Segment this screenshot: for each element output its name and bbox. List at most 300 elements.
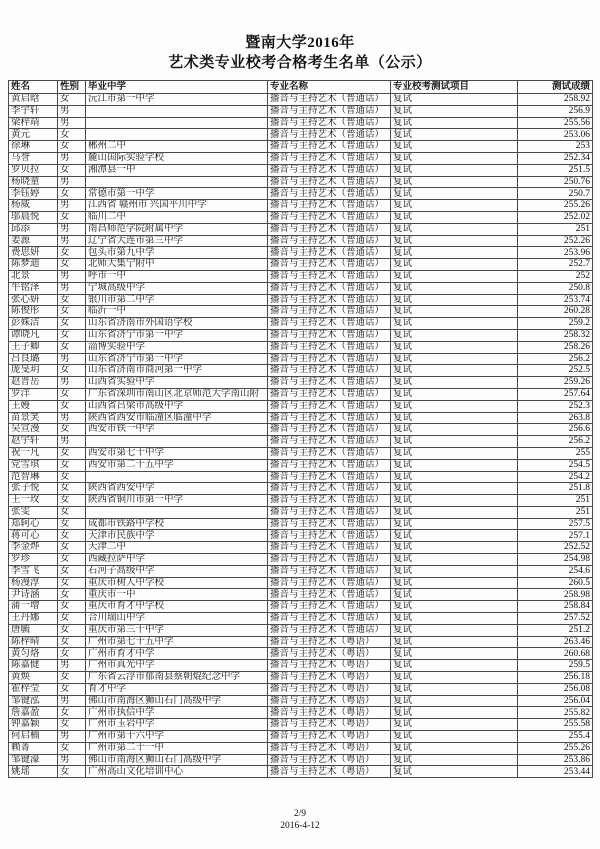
- table-row: [9, 164, 593, 176]
- cell-major: 播音与主持艺术（普通话）: [268, 188, 391, 200]
- cell-gender: 女: [58, 672, 86, 684]
- cell-gender: 男: [58, 353, 86, 365]
- cell-school: 天津市民族中学: [86, 530, 268, 542]
- cell-major: 播音与主持艺术（普通话）: [268, 518, 391, 530]
- cell-score: 254.2: [518, 471, 593, 483]
- results-table: [8, 80, 593, 778]
- cell-test-item: 复试: [391, 636, 518, 648]
- cell-gender: 女: [58, 601, 86, 613]
- cell-gender: 女: [58, 648, 86, 660]
- cell-school: 湘潭县一中: [86, 164, 268, 176]
- column-header-score: 测试成绩: [518, 81, 593, 94]
- cell-test-item: 复试: [391, 424, 518, 436]
- cell-name: 王嫚: [9, 400, 58, 412]
- cell-test-item: 复试: [391, 200, 518, 212]
- cell-name: 吕良璐: [9, 353, 58, 365]
- cell-school: 包头市第九中学: [86, 247, 268, 259]
- cell-school: 山西省实验中学: [86, 377, 268, 389]
- cell-major: 播音与主持艺术（普通话）: [268, 223, 391, 235]
- cell-score: 255.58: [518, 719, 593, 731]
- cell-major: 播音与主持艺术（粤语）: [268, 754, 391, 766]
- cell-test-item: 复试: [391, 436, 518, 448]
- cell-major: 播音与主持艺术（普通话）: [268, 459, 391, 471]
- table-row: [9, 436, 593, 448]
- cell-school: 山东省济宁市第一中学: [86, 329, 268, 341]
- cell-score: 252: [518, 270, 593, 282]
- cell-school: 临沂一中: [86, 306, 268, 318]
- cell-school: 山西省吕梁市高级中学: [86, 400, 268, 412]
- cell-school: [86, 506, 268, 518]
- table-row: [9, 483, 593, 495]
- cell-name: 黄焕: [9, 672, 58, 684]
- cell-school: 重庆市第三十中学: [86, 624, 268, 636]
- table-row: [9, 565, 593, 577]
- table-row: [9, 624, 593, 636]
- cell-name: 唐毓: [9, 624, 58, 636]
- table-row: [9, 400, 593, 412]
- cell-test-item: 复试: [391, 259, 518, 271]
- table-row: [9, 518, 593, 530]
- table-header-row: [9, 81, 593, 94]
- cell-name: 张心妍: [9, 294, 58, 306]
- table-row: [9, 282, 593, 294]
- cell-test-item: 复试: [391, 577, 518, 589]
- cell-score: 255.26: [518, 742, 593, 754]
- cell-score: 255.82: [518, 707, 593, 719]
- cell-gender: 女: [58, 719, 86, 731]
- table-row: [9, 377, 593, 389]
- cell-name: 谭晓凡: [9, 329, 58, 341]
- cell-score: 263.46: [518, 636, 593, 648]
- cell-school: 临川二中: [86, 211, 268, 223]
- cell-major: 播音与主持艺术（普通话）: [268, 164, 391, 176]
- cell-major: 播音与主持艺术（普通话）: [268, 259, 391, 271]
- cell-test-item: 复试: [391, 495, 518, 507]
- table-row: [9, 766, 593, 778]
- cell-name: 赖菁: [9, 742, 58, 754]
- cell-test-item: 复试: [391, 306, 518, 318]
- cell-school: 陕西省西安中学: [86, 483, 268, 495]
- cell-gender: 女: [58, 530, 86, 542]
- cell-name: 徐琳: [9, 141, 58, 153]
- cell-name: 张雯: [9, 506, 58, 518]
- cell-major: 播音与主持艺术（粤语）: [268, 672, 391, 684]
- cell-gender: 女: [58, 554, 86, 566]
- cell-major: 播音与主持艺术（普通话）: [268, 412, 391, 424]
- cell-major: 播音与主持艺术（普通话）: [268, 400, 391, 412]
- cell-gender: 女: [58, 613, 86, 625]
- table-row: [9, 223, 593, 235]
- cell-gender: 男: [58, 117, 86, 129]
- table-row: [9, 424, 593, 436]
- cell-school: 石河子高级中学: [86, 565, 268, 577]
- cell-score: 251.2: [518, 624, 593, 636]
- cell-gender: 女: [58, 259, 86, 271]
- cell-school: [86, 436, 268, 448]
- cell-major: 播音与主持艺术（普通话）: [268, 235, 391, 247]
- cell-gender: 女: [58, 129, 86, 141]
- cell-major: 播音与主持艺术（普通话）: [268, 117, 391, 129]
- cell-gender: 女: [58, 707, 86, 719]
- table-row: [9, 259, 593, 271]
- cell-test-item: 复试: [391, 223, 518, 235]
- cell-test-item: 复试: [391, 565, 518, 577]
- cell-test-item: 复试: [391, 141, 518, 153]
- cell-score: 256.9: [518, 105, 593, 117]
- table-row: [9, 672, 593, 684]
- cell-school: [86, 105, 268, 117]
- cell-school: 重庆市育才中学校: [86, 601, 268, 613]
- cell-gender: 男: [58, 176, 86, 188]
- cell-gender: 女: [58, 742, 86, 754]
- cell-name: 陈俊彤: [9, 306, 58, 318]
- cell-score: 258.26: [518, 341, 593, 353]
- cell-test-item: 复试: [391, 412, 518, 424]
- cell-test-item: 复试: [391, 754, 518, 766]
- cell-name: 黄元: [9, 129, 58, 141]
- cell-school: 合川瑞山中学: [86, 613, 268, 625]
- page-number: 2/9: [293, 809, 307, 819]
- cell-name: 邱添: [9, 223, 58, 235]
- cell-name: 邬晨悦: [9, 211, 58, 223]
- cell-major: 播音与主持艺术（普通话）: [268, 424, 391, 436]
- cell-school: 佛山市南海区狮山石门高级中学: [86, 754, 268, 766]
- cell-school: 北师大集宁附中: [86, 259, 268, 271]
- cell-score: 256.2: [518, 436, 593, 448]
- cell-major: 播音与主持艺术（粤语）: [268, 660, 391, 672]
- cell-name: 王一玫: [9, 495, 58, 507]
- table-row: [9, 388, 593, 400]
- cell-school: 银川市第二中学: [86, 294, 268, 306]
- cell-test-item: 复试: [391, 554, 518, 566]
- cell-gender: 女: [58, 577, 86, 589]
- cell-score: 253.06: [518, 129, 593, 141]
- cell-score: 253.96: [518, 247, 593, 259]
- table-row: [9, 542, 593, 554]
- cell-major: 播音与主持艺术（普通话）: [268, 306, 391, 318]
- cell-major: 播音与主持艺术（普通话）: [268, 282, 391, 294]
- cell-major: 播音与主持艺术（粤语）: [268, 695, 391, 707]
- cell-test-item: 复试: [391, 282, 518, 294]
- cell-gender: 女: [58, 565, 86, 577]
- cell-name: 彭姝洁: [9, 318, 58, 330]
- cell-major: 播音与主持艺术（普通话）: [268, 94, 391, 106]
- cell-gender: 女: [58, 483, 86, 495]
- cell-school: 山东省济南市商河第一中学: [86, 365, 268, 377]
- cell-school: 西安市铁一中学: [86, 424, 268, 436]
- cell-test-item: 复试: [391, 152, 518, 164]
- cell-score: 255.56: [518, 117, 593, 129]
- cell-test-item: 复试: [391, 294, 518, 306]
- cell-gender: 女: [58, 542, 86, 554]
- cell-major: 播音与主持艺术（粤语）: [268, 648, 391, 660]
- cell-school: 育才中学: [86, 683, 268, 695]
- cell-major: 播音与主持艺术（普通话）: [268, 318, 391, 330]
- cell-score: 253.74: [518, 294, 593, 306]
- cell-name: 祝一凡: [9, 447, 58, 459]
- cell-major: 播音与主持艺术（普通话）: [268, 176, 391, 188]
- cell-gender: 男: [58, 731, 86, 743]
- cell-name: 邹键濠: [9, 754, 58, 766]
- cell-gender: 女: [58, 636, 86, 648]
- cell-major: 播音与主持艺术（普通话）: [268, 483, 391, 495]
- cell-test-item: 复试: [391, 129, 518, 141]
- cell-score: 259.26: [518, 377, 593, 389]
- cell-school: 广州市第七十五中学: [86, 636, 268, 648]
- cell-school: 呼市一中: [86, 270, 268, 282]
- cell-test-item: 复试: [391, 742, 518, 754]
- cell-major: 播音与主持艺术（普通话）: [268, 141, 391, 153]
- cell-gender: 男: [58, 223, 86, 235]
- cell-name: 陈梓晴: [9, 636, 58, 648]
- table-row: [9, 731, 593, 743]
- cell-major: 播音与主持艺术（普通话）: [268, 530, 391, 542]
- cell-test-item: 复试: [391, 270, 518, 282]
- cell-gender: 女: [58, 341, 86, 353]
- cell-test-item: 复试: [391, 695, 518, 707]
- cell-name: 邹键泓: [9, 695, 58, 707]
- cell-school: 陕西省铜川市第一中学: [86, 495, 268, 507]
- cell-gender: 女: [58, 94, 86, 106]
- cell-test-item: 复试: [391, 601, 518, 613]
- table-row: [9, 176, 593, 188]
- cell-school: 广东省深圳市南山区北京师范大学南山附: [86, 388, 268, 400]
- cell-gender: 女: [58, 447, 86, 459]
- table-row: [9, 318, 593, 330]
- cell-gender: 女: [58, 188, 86, 200]
- cell-school: 广州市育才中学: [86, 648, 268, 660]
- table-row: [9, 695, 593, 707]
- table-row: [9, 247, 593, 259]
- cell-test-item: 复试: [391, 660, 518, 672]
- cell-gender: 女: [58, 388, 86, 400]
- table-row: [9, 754, 593, 766]
- cell-school: 江西省 赣州市 兴国平川中学: [86, 200, 268, 212]
- cell-test-item: 复试: [391, 624, 518, 636]
- cell-name: 庞旻玥: [9, 365, 58, 377]
- cell-school: 沅江市第一中学: [86, 94, 268, 106]
- cell-name: 罗贝拉: [9, 164, 58, 176]
- cell-major: 播音与主持艺术（普通话）: [268, 613, 391, 625]
- cell-school: 辽宁省大连市第三中学: [86, 235, 268, 247]
- table-row: [9, 306, 593, 318]
- cell-school: 宁城高级中学: [86, 282, 268, 294]
- cell-major: 播音与主持艺术（粤语）: [268, 731, 391, 743]
- cell-score: 252.3: [518, 400, 593, 412]
- cell-name: 李钰婷: [9, 188, 58, 200]
- table-row: [9, 200, 593, 212]
- cell-name: 杨漫淳: [9, 577, 58, 589]
- table-row: [9, 683, 593, 695]
- cell-score: 257.64: [518, 388, 593, 400]
- cell-school: 广州市玉岩中学: [86, 719, 268, 731]
- cell-school: 西安市第二十五中学: [86, 459, 268, 471]
- table-row: [9, 412, 593, 424]
- cell-major: 播音与主持艺术（普通话）: [268, 565, 391, 577]
- cell-test-item: 复试: [391, 483, 518, 495]
- cell-name: 赵宇轩: [9, 436, 58, 448]
- cell-test-item: 复试: [391, 459, 518, 471]
- cell-school: 重庆市树人中学校: [86, 577, 268, 589]
- cell-score: 252.34: [518, 152, 593, 164]
- cell-gender: 男: [58, 754, 86, 766]
- cell-score: 260.68: [518, 648, 593, 660]
- cell-name: 牛铭泽: [9, 282, 58, 294]
- cell-score: 252.7: [518, 259, 593, 271]
- cell-name: 罗珍: [9, 554, 58, 566]
- cell-school: [86, 117, 268, 129]
- cell-gender: 女: [58, 518, 86, 530]
- cell-test-item: 复试: [391, 400, 518, 412]
- table-row: [9, 471, 593, 483]
- cell-score: 250.8: [518, 282, 593, 294]
- cell-major: 播音与主持艺术（普通话）: [268, 152, 391, 164]
- cell-test-item: 复试: [391, 530, 518, 542]
- cell-gender: 女: [58, 365, 86, 377]
- cell-school: 麓山国际实验学校: [86, 152, 268, 164]
- cell-score: 254.98: [518, 554, 593, 566]
- cell-school: 南昌师范学院附属中学: [86, 223, 268, 235]
- cell-test-item: 复试: [391, 589, 518, 601]
- cell-score: 251: [518, 506, 593, 518]
- cell-name: 詹嘉盈: [9, 707, 58, 719]
- cell-score: 259.2: [518, 318, 593, 330]
- cell-score: 259.5: [518, 660, 593, 672]
- cell-score: 255.26: [518, 200, 593, 212]
- cell-major: 播音与主持艺术（粤语）: [268, 707, 391, 719]
- title-line-1: 暨南大学2016年: [245, 35, 355, 51]
- table-row: [9, 152, 593, 164]
- table-row: [9, 459, 593, 471]
- cell-score: 258.92: [518, 94, 593, 106]
- cell-school: 广州市第十六中学: [86, 731, 268, 743]
- cell-major: 播音与主持艺术（普通话）: [268, 577, 391, 589]
- cell-gender: 女: [58, 506, 86, 518]
- cell-test-item: 复试: [391, 377, 518, 389]
- cell-score: 260.28: [518, 306, 593, 318]
- cell-test-item: 复试: [391, 672, 518, 684]
- table-row: [9, 742, 593, 754]
- cell-test-item: 复试: [391, 235, 518, 247]
- cell-gender: 女: [58, 766, 86, 778]
- cell-major: 播音与主持艺术（普通话）: [268, 200, 391, 212]
- cell-school: 广州市第二十一中: [86, 742, 268, 754]
- cell-name: 郑轲心: [9, 518, 58, 530]
- cell-gender: 女: [58, 624, 86, 636]
- cell-score: 255: [518, 447, 593, 459]
- cell-score: 256.2: [518, 353, 593, 365]
- table-row: [9, 660, 593, 672]
- cell-major: 播音与主持艺术（普通话）: [268, 377, 391, 389]
- cell-major: 播音与主持艺术（普通话）: [268, 542, 391, 554]
- cell-gender: 男: [58, 695, 86, 707]
- cell-test-item: 复试: [391, 318, 518, 330]
- cell-name: 尹诗涵: [9, 589, 58, 601]
- cell-name: 李雪飞: [9, 565, 58, 577]
- cell-school: 广州市执信中学: [86, 707, 268, 719]
- table-row: [9, 235, 593, 247]
- cell-school: 山东省济宁市第一中学: [86, 353, 268, 365]
- cell-school: [86, 129, 268, 141]
- cell-gender: 女: [58, 459, 86, 471]
- table-row: [9, 601, 593, 613]
- cell-school: 佛山市南海区狮山石门高级中学: [86, 695, 268, 707]
- footer-date: 2016-4-12: [280, 821, 320, 831]
- cell-test-item: 复试: [391, 707, 518, 719]
- cell-gender: 男: [58, 200, 86, 212]
- cell-major: 播音与主持艺术（粤语）: [268, 742, 391, 754]
- cell-test-item: 复试: [391, 211, 518, 223]
- cell-gender: 男: [58, 152, 86, 164]
- table-row: [9, 636, 593, 648]
- cell-name: 蒲一增: [9, 601, 58, 613]
- cell-school: 郴州二中: [86, 141, 268, 153]
- cell-major: 播音与主持艺术（普通话）: [268, 388, 391, 400]
- cell-score: 263.8: [518, 412, 593, 424]
- cell-test-item: 复试: [391, 329, 518, 341]
- cell-major: 播音与主持艺术（普通话）: [268, 471, 391, 483]
- cell-name: 陈梦迪: [9, 259, 58, 271]
- table-row: [9, 129, 593, 141]
- cell-test-item: 复试: [391, 613, 518, 625]
- cell-score: 251: [518, 495, 593, 507]
- table-row: [9, 577, 593, 589]
- cell-score: 250.76: [518, 176, 593, 188]
- cell-major: 播音与主持艺术（粤语）: [268, 683, 391, 695]
- cell-name: 王子卿: [9, 341, 58, 353]
- cell-test-item: 复试: [391, 518, 518, 530]
- cell-score: 258.84: [518, 601, 593, 613]
- cell-name: 姚瑶: [9, 766, 58, 778]
- cell-gender: 女: [58, 306, 86, 318]
- cell-major: 播音与主持艺术（普通话）: [268, 436, 391, 448]
- table-row: [9, 105, 593, 117]
- cell-gender: 女: [58, 294, 86, 306]
- cell-name: 赵晋岳: [9, 377, 58, 389]
- column-header-test-item: 专业校考测试项目: [391, 81, 518, 94]
- cell-score: 258.32: [518, 329, 593, 341]
- cell-score: 251.8: [518, 483, 593, 495]
- cell-gender: 女: [58, 495, 86, 507]
- cell-name: 霍梓莹: [9, 683, 58, 695]
- table-row: [9, 365, 593, 377]
- table-row: [9, 495, 593, 507]
- cell-test-item: 复试: [391, 471, 518, 483]
- cell-score: 256.04: [518, 695, 593, 707]
- cell-name: 钟嘉颖: [9, 719, 58, 731]
- cell-school: 成都市铁路中学校: [86, 518, 268, 530]
- cell-gender: 女: [58, 471, 86, 483]
- cell-score: 251: [518, 223, 593, 235]
- cell-major: 播音与主持艺术（普通话）: [268, 624, 391, 636]
- cell-major: 播音与主持艺术（普通话）: [268, 270, 391, 282]
- cell-name: 李宇轩: [9, 105, 58, 117]
- cell-gender: 男: [58, 282, 86, 294]
- cell-name: 姜源: [9, 235, 58, 247]
- cell-gender: 女: [58, 683, 86, 695]
- cell-gender: 男: [58, 105, 86, 117]
- cell-score: 250.7: [518, 188, 593, 200]
- cell-name: 吴宣漫: [9, 424, 58, 436]
- cell-school: 山东省济南市外国语学校: [86, 318, 268, 330]
- table-row: [9, 188, 593, 200]
- cell-score: 257.52: [518, 613, 593, 625]
- cell-major: 播音与主持艺术（普通话）: [268, 129, 391, 141]
- cell-score: 256.6: [518, 424, 593, 436]
- cell-gender: 男: [58, 270, 86, 282]
- cell-test-item: 复试: [391, 683, 518, 695]
- cell-test-item: 复试: [391, 117, 518, 129]
